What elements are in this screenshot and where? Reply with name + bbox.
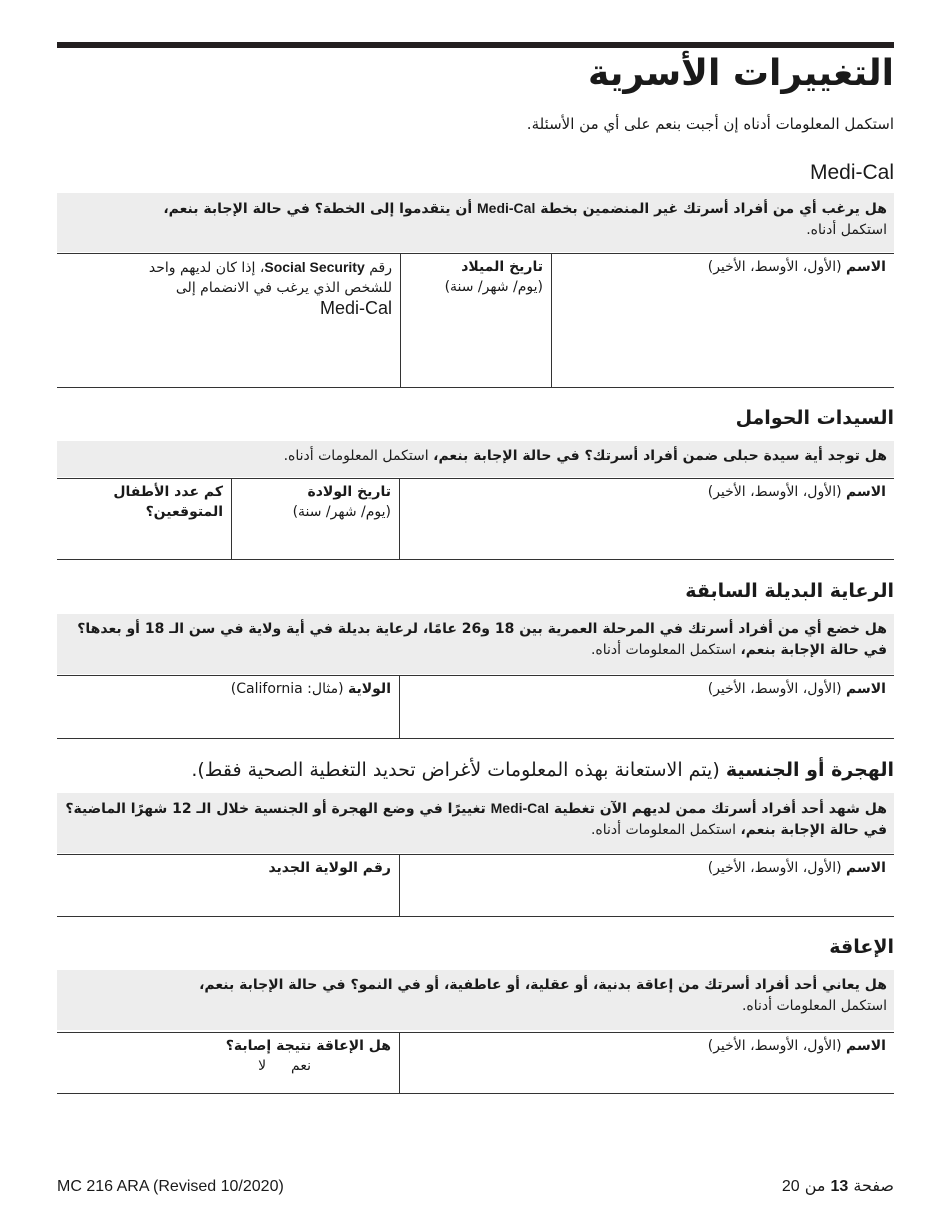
section-title-foster: الرعاية البديلة السابقة — [685, 580, 894, 602]
state-field[interactable]: الولاية (مثال: California) — [230, 681, 391, 697]
disability-entry-grid — [57, 1032, 894, 1094]
form-id: MC 216 ARA (Revised 10/2020) — [57, 1178, 284, 1195]
name-field[interactable]: الاسم (الأول، الأوسط، الأخير) — [399, 855, 894, 916]
intro-text: استكمل المعلومات أدناه إن أجبت بنعم على أي من الأسئلة. — [526, 115, 894, 133]
name-field[interactable]: الاسم (الأول، الأوسط، الأخير) — [551, 254, 894, 387]
question-text: هل يرغب أي من أفراد أسرتك غير المنضمين بخطة Medi-Cal أن يتقدموا إلى الخطة؟ في حالة الإجابة بنعم، — [163, 200, 887, 217]
name-field[interactable]: الاسم (الأول، الأوسط، الأخير) — [399, 1033, 894, 1093]
question-box-disability: هل يعاني أحد أفراد أسرتك من إعاقة بدنية، أو عقلية، أو عاطفية، أو في النمو؟ في حالة الإجابة بنعم، استكمل المعلومات أدناه. — [57, 970, 894, 1030]
new-status-field[interactable]: رقم الولاية الجديد — [268, 860, 391, 876]
ssn-field[interactable]: رقم Social Security، إذا كان لديهم واحد للشخص الذي يرغب في الانضمام إلى Medi-Cal — [148, 259, 392, 318]
medical-entry-grid — [57, 253, 894, 388]
question-box-medical — [57, 193, 894, 252]
name-field[interactable]: الاسم (الأول، الأوسط، الأخير) — [399, 479, 894, 559]
section-title-disability: الإعاقة — [829, 936, 894, 958]
due-date-field[interactable]: تاريخ الولادة (يوم/ شهر/ سنة) — [231, 479, 399, 559]
immigration-entry-grid — [57, 854, 894, 917]
page-title: التغييرات الأسرية — [588, 53, 894, 94]
header-rule — [57, 42, 894, 48]
question-box-pregnant: هل توجد أية سيدة حبلى ضمن أفراد أسرتك؟ في حالة الإجابة بنعم، استكمل المعلومات أدناه. — [57, 441, 894, 477]
no-option[interactable]: لا — [258, 1058, 267, 1074]
question-instruction: استكمل أدناه. — [806, 222, 887, 238]
children-count-field[interactable]: كم عدد الأطفال المتوقعين؟ — [113, 484, 223, 520]
foster-entry-grid — [57, 675, 894, 739]
question-box-foster: هل خضع أي من أفراد أسرتك في المرحلة العمرية بين 18 و26 عامًا، لرعاية بديلة في أية ولاية في سن الـ 18 أو بعدها؟ في حالة الإجابة بنعم، استكمل المعلومات أدناه. — [57, 614, 894, 674]
name-field[interactable]: الاسم (الأول، الأوسط، الأخير) — [399, 676, 894, 738]
page-number: صفحة 13 من 20 — [781, 1176, 894, 1195]
question-box-immigration: هل شهد أحد أفراد أسرتك ممن لديهم الآن تغطية Medi-Cal تغييرًا في وضع الهجرة أو الجنسية خلال الـ 12 شهرًا الماضية؟ في حالة الإجابة بنعم، استكمل المعلومات أدناه. — [57, 793, 894, 853]
section-title-immigration: الهجرة أو الجنسية (يتم الاستعانة بهذه المعلومات لأغراض تحديد التغطية الصحية فقط). — [191, 759, 894, 781]
yes-option[interactable]: نعم — [291, 1058, 311, 1074]
pregnant-entry-grid — [57, 478, 894, 560]
injury-field: هل الإعاقة نتيجة إصابة؟ نعم لا — [225, 1038, 391, 1074]
section-title-medical: Medi-Cal — [809, 161, 894, 184]
section-title-pregnant: السيدات الحوامل — [735, 407, 894, 429]
dob-field[interactable]: تاريخ الميلاد (يوم/ شهر/ سنة) — [400, 254, 551, 387]
